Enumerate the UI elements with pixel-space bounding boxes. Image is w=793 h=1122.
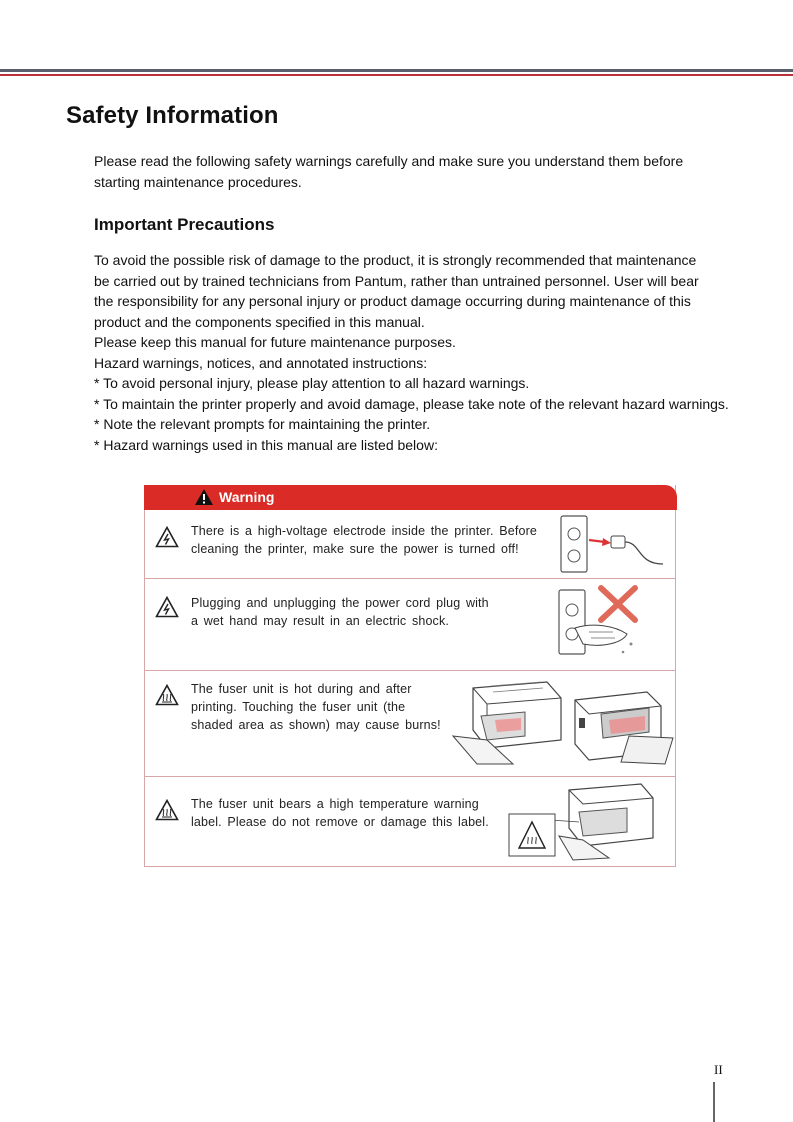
intro-line: starting maintenance procedures. xyxy=(94,174,302,190)
warning-line: The fuser unit is hot during and after xyxy=(191,682,412,696)
intro-line: Please read the following safety warnings carefully and make sure you understand them before xyxy=(94,153,684,169)
warning-label: Warning xyxy=(219,489,275,505)
body-line: the responsibility for any personal injury or product damage occurring during maintenance of this xyxy=(94,293,691,309)
header-rule-gray xyxy=(0,69,793,72)
bullet-item: * Hazard warnings used in this manual are listed below: xyxy=(94,436,438,453)
warning-row xyxy=(145,776,675,866)
printer-fuser-front-illustration xyxy=(451,678,563,770)
high-voltage-icon xyxy=(155,596,179,618)
warning-triangle-icon xyxy=(194,488,214,506)
page-number: II xyxy=(714,1062,723,1077)
body-line: To avoid the possible risk of damage to the product, it is strongly recommended that maintenance xyxy=(94,252,697,268)
warning-line: shaded area as shown) may cause burns! xyxy=(191,718,441,732)
printer-fuser-rear-illustration xyxy=(569,678,675,770)
power-outlet-unplug-illustration xyxy=(559,514,669,576)
body-line: be carried out by trained technicians from Pantum, rather than untrained personnel. User will bear xyxy=(94,272,699,289)
warning-line: label. Please do not remove or damage this label. xyxy=(191,815,489,829)
precautions-body xyxy=(94,250,734,455)
body-line: Hazard warnings, notices, and annotated instructions: xyxy=(94,354,428,371)
body-line: Please keep this manual for future maintenance purposes. xyxy=(94,334,456,350)
section-heading: Important Precautions xyxy=(94,215,275,234)
warning-row xyxy=(145,670,675,777)
warning-row xyxy=(145,578,675,671)
warning-line: cleaning the printer, make sure the power is turned off! xyxy=(191,542,519,556)
warning-table xyxy=(144,485,676,867)
high-voltage-icon xyxy=(155,526,179,548)
page-title: Safety Information xyxy=(66,102,279,129)
warning-text xyxy=(191,795,489,831)
bullet-item: * To avoid personal injury, please play attention to all hazard warnings. xyxy=(94,375,530,391)
warning-line: printing. Touching the fuser unit (the xyxy=(191,700,406,714)
warning-text xyxy=(191,594,489,630)
printer-warning-label-illustration xyxy=(507,782,657,862)
warning-text xyxy=(191,680,441,734)
bullet-item: * To maintain the printer properly and avoid damage, please take note of the relevant hazard warnings. xyxy=(94,395,729,412)
hot-surface-icon xyxy=(155,799,179,821)
page-number-bar xyxy=(713,1082,715,1122)
warning-row xyxy=(145,510,675,579)
warning-line: a wet hand may result in an electric shock. xyxy=(191,614,449,628)
intro-paragraph xyxy=(94,151,734,193)
hot-surface-icon xyxy=(155,684,179,706)
warning-line: Plugging and unplugging the power cord plug with xyxy=(191,596,489,610)
wet-hand-plug-illustration xyxy=(553,582,663,666)
bullet-item: * Note the relevant prompts for maintaining the printer. xyxy=(94,416,431,432)
body-line: product and the components specified in this manual. xyxy=(94,313,425,330)
warning-line: There is a high-voltage electrode inside the printer. Before xyxy=(191,524,538,538)
header-rule-red xyxy=(0,74,793,76)
warning-text xyxy=(191,522,537,558)
warning-line: The fuser unit bears a high temperature warning xyxy=(191,797,479,811)
warning-header xyxy=(144,485,677,510)
